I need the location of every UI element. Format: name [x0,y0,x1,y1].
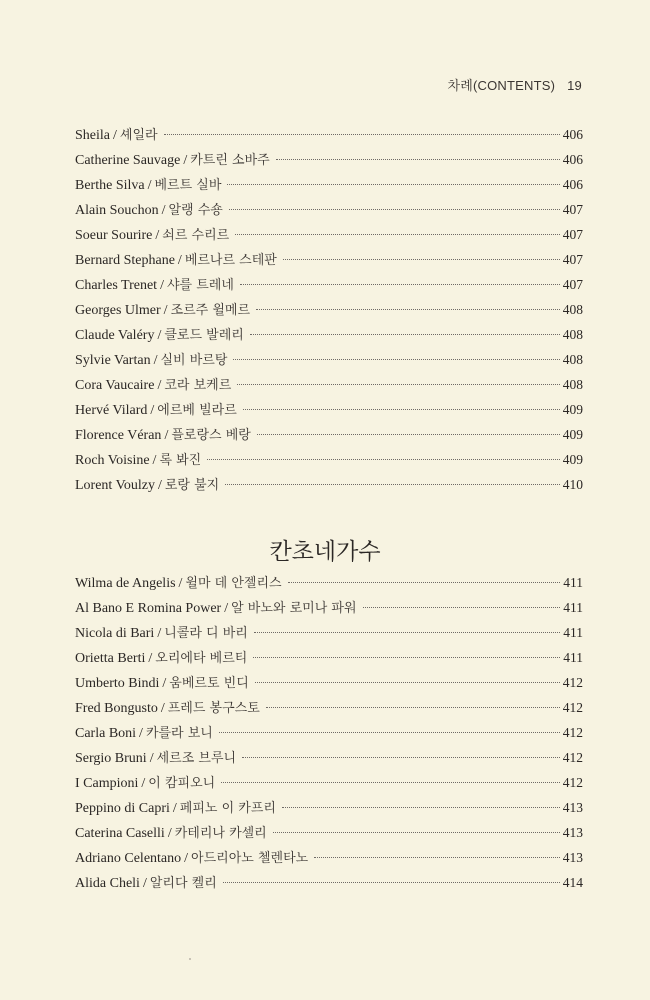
dot-leader [229,209,560,210]
dot-leader [256,309,560,310]
dot-leader [237,384,559,385]
dot-leader [255,682,560,683]
entry-page-number: 411 [563,575,583,590]
singer-korean-name: 쇠르 수리르 [162,228,230,243]
singer-korean-name: 조르주 윌메르 [170,303,251,318]
entry-page-number: 407 [562,202,583,217]
name-separator: / [172,801,177,816]
singer-korean-name: 카트린 소바주 [190,153,270,168]
singer-korean-name: 록 봐진 [159,453,202,468]
toc-entry [75,745,583,770]
singer-name: Claude Valéry [75,328,155,343]
name-separator: / [149,751,154,766]
entry-page-number: 412 [562,750,583,765]
name-separator: / [177,253,182,268]
entry-page-number: 407 [562,252,583,267]
name-separator: / [178,576,183,591]
page-speck [189,958,191,960]
entry-page-number: 414 [562,875,583,890]
toc-entry [75,595,583,620]
singer-name: Adriano Celentano [75,851,182,866]
name-separator: / [184,851,189,866]
dot-leader [282,807,560,808]
entry-page-number: 412 [562,775,583,790]
dot-leader [233,359,559,360]
dot-leader [225,484,560,485]
dot-leader [207,459,560,460]
singer-korean-name: 페피노 이 카프리 [179,801,276,816]
name-separator: / [224,601,229,616]
toc-entry [75,820,583,845]
singer-korean-name: 알랭 수숑 [168,203,223,218]
name-separator: / [162,676,167,691]
entry-page-number: 406 [562,152,583,167]
singer-korean-name: 클로드 발레리 [164,328,244,343]
toc-entry [75,272,583,297]
entry-page-number: 407 [562,227,583,242]
singer-korean-name: 셰일라 [119,128,158,143]
entry-page-number: 408 [562,327,583,342]
singer-korean-name: 세르조 브루니 [156,751,237,766]
dot-leader [243,409,560,410]
singer-korean-name: 니콜라 디 바리 [164,626,248,641]
running-head-label: 차례(CONTENTS) [447,78,556,93]
singer-korean-name: 카를라 보니 [145,726,213,741]
singer-name: Caterina Caselli [75,826,165,841]
singer-name: Berthe Silva [75,178,145,193]
singer-name: Catherine Sauvage [75,153,181,168]
name-separator: / [142,876,147,891]
singer-korean-name: 윌마 데 안젤리스 [185,576,282,591]
singer-korean-name: 프레드 봉구스토 [167,701,260,716]
name-separator: / [150,403,155,418]
toc-entry [75,770,583,795]
singer-korean-name: 베르트 실바 [154,178,222,193]
name-separator: / [163,303,168,318]
dot-leader [235,234,560,235]
dot-leader [219,732,560,733]
dot-leader [283,259,560,260]
singer-korean-name: 아드리아노 첼렌타노 [191,851,309,866]
toc-entry [75,147,583,172]
entry-page-number: 411 [563,600,583,615]
singer-name: Fred Bongusto [75,701,158,716]
singer-name: Sylvie Vartan [75,353,151,368]
toc-entry [75,795,583,820]
singer-name: Florence Véran [75,428,162,443]
entry-page-number: 412 [562,700,583,715]
name-separator: / [183,153,188,168]
toc-entry [75,297,583,322]
toc-entry [75,670,583,695]
singer-name: Bernard Stephane [75,253,175,268]
dot-leader [254,632,560,633]
singer-korean-name: 실비 바르탕 [160,353,228,368]
singer-korean-name: 알리다 켈리 [149,876,217,891]
dot-leader [242,757,560,758]
singer-korean-name: 알 바노와 로미나 파워 [231,601,357,616]
name-separator: / [139,726,143,741]
singer-name: Hervé Vilard [75,403,148,418]
dot-leader [223,882,560,883]
singer-name: Umberto Bindi [75,676,160,691]
dot-leader [253,657,560,658]
singer-korean-name: 로랑 불지 [164,478,220,493]
name-separator: / [160,278,164,293]
dot-leader [240,284,560,285]
dot-leader [276,159,560,160]
name-separator: / [157,328,162,343]
name-separator: / [167,826,172,841]
singer-korean-name: 베르나르 스테판 [184,253,277,268]
singer-name: Sergio Bruni [75,751,147,766]
entry-page-number: 412 [562,725,583,740]
toc-entry [75,695,583,720]
toc-entry [75,645,583,670]
name-separator: / [155,228,160,243]
singer-name: Roch Voisine [75,453,150,468]
singer-name: Georges Ulmer [75,303,161,318]
singer-korean-name: 에르베 빌라르 [157,403,237,418]
singer-name: Sheila [75,128,110,143]
singer-name: Carla Boni [75,726,137,741]
singer-name: Lorent Voulzy [75,478,155,493]
entry-page-number: 406 [562,177,583,192]
entry-page-number: 410 [562,477,583,492]
entry-page-number: 407 [562,277,583,292]
name-separator: / [161,203,166,218]
singer-name: Alain Souchon [75,203,159,218]
singer-korean-name: 코라 보케르 [164,378,232,393]
dot-leader [257,434,560,435]
name-separator: / [147,178,152,193]
page-number: 19 [567,78,582,93]
toc-list-canzone-singers [75,570,583,895]
dot-leader [273,832,560,833]
singer-name: Orietta Berti [75,651,146,666]
singer-korean-name: 오리에타 베르티 [155,651,248,666]
name-separator: / [141,776,146,791]
toc-entry [75,372,583,397]
toc-entry [75,397,583,422]
toc-entry [75,322,583,347]
entry-page-number: 406 [562,127,583,142]
entry-page-number: 413 [562,850,583,865]
running-head [447,75,582,94]
section-heading: 칸초네가수 [269,539,381,565]
toc-entry [75,570,583,595]
singer-name: I Campioni [75,776,139,791]
toc-entry [75,122,583,147]
name-separator: / [160,701,165,716]
toc-list-chanson-singers [75,122,583,497]
entry-page-number: 412 [562,675,583,690]
toc-entry [75,720,583,745]
toc-entry [75,172,583,197]
name-separator: / [157,626,162,641]
singer-korean-name: 움베르토 빈디 [169,676,249,691]
entry-page-number: 409 [562,402,583,417]
dot-leader [164,134,560,135]
dot-leader [266,707,560,708]
dot-leader [288,582,561,583]
entry-page-number: 408 [562,302,583,317]
toc-entry [75,472,583,497]
singer-name: Soeur Sourire [75,228,153,243]
name-separator: / [164,428,169,443]
entry-page-number: 411 [563,650,583,665]
toc-entry [75,447,583,472]
singer-name: Nicola di Bari [75,626,155,641]
dot-leader [363,607,561,608]
name-separator: / [153,353,158,368]
dot-leader [250,334,560,335]
toc-entry [75,347,583,372]
singer-name: Charles Trenet [75,278,158,293]
entry-page-number: 409 [562,427,583,442]
toc-entry [75,845,583,870]
singer-name: Peppino di Capri [75,801,170,816]
entry-page-number: 408 [562,352,583,367]
entry-page-number: 413 [562,825,583,840]
singer-korean-name: 샤를 트레네 [166,278,234,293]
name-separator: / [148,651,153,666]
name-separator: / [157,478,162,493]
name-separator: / [152,453,157,468]
singer-name: Wilma de Angelis [75,576,176,591]
singer-name: Al Bano E Romina Power [75,601,222,616]
toc-entry [75,197,583,222]
singer-korean-name: 플로랑스 베랑 [171,428,251,443]
toc-entry [75,620,583,645]
dot-leader [227,184,559,185]
singer-korean-name: 이 캄피오니 [148,776,216,791]
name-separator: / [157,378,162,393]
dot-leader [314,857,560,858]
entry-page-number: 409 [562,452,583,467]
singer-name: Alida Cheli [75,876,140,891]
singer-korean-name: 카테리나 카셀리 [174,826,267,841]
dot-leader [221,782,560,783]
singer-name: Cora Vaucaire [75,378,155,393]
entry-page-number: 408 [562,377,583,392]
name-separator: / [113,128,117,143]
toc-entry [75,422,583,447]
toc-entry [75,247,583,272]
toc-entry [75,870,583,895]
entry-page-number: 411 [563,625,583,640]
entry-page-number: 413 [562,800,583,815]
toc-entry [75,222,583,247]
